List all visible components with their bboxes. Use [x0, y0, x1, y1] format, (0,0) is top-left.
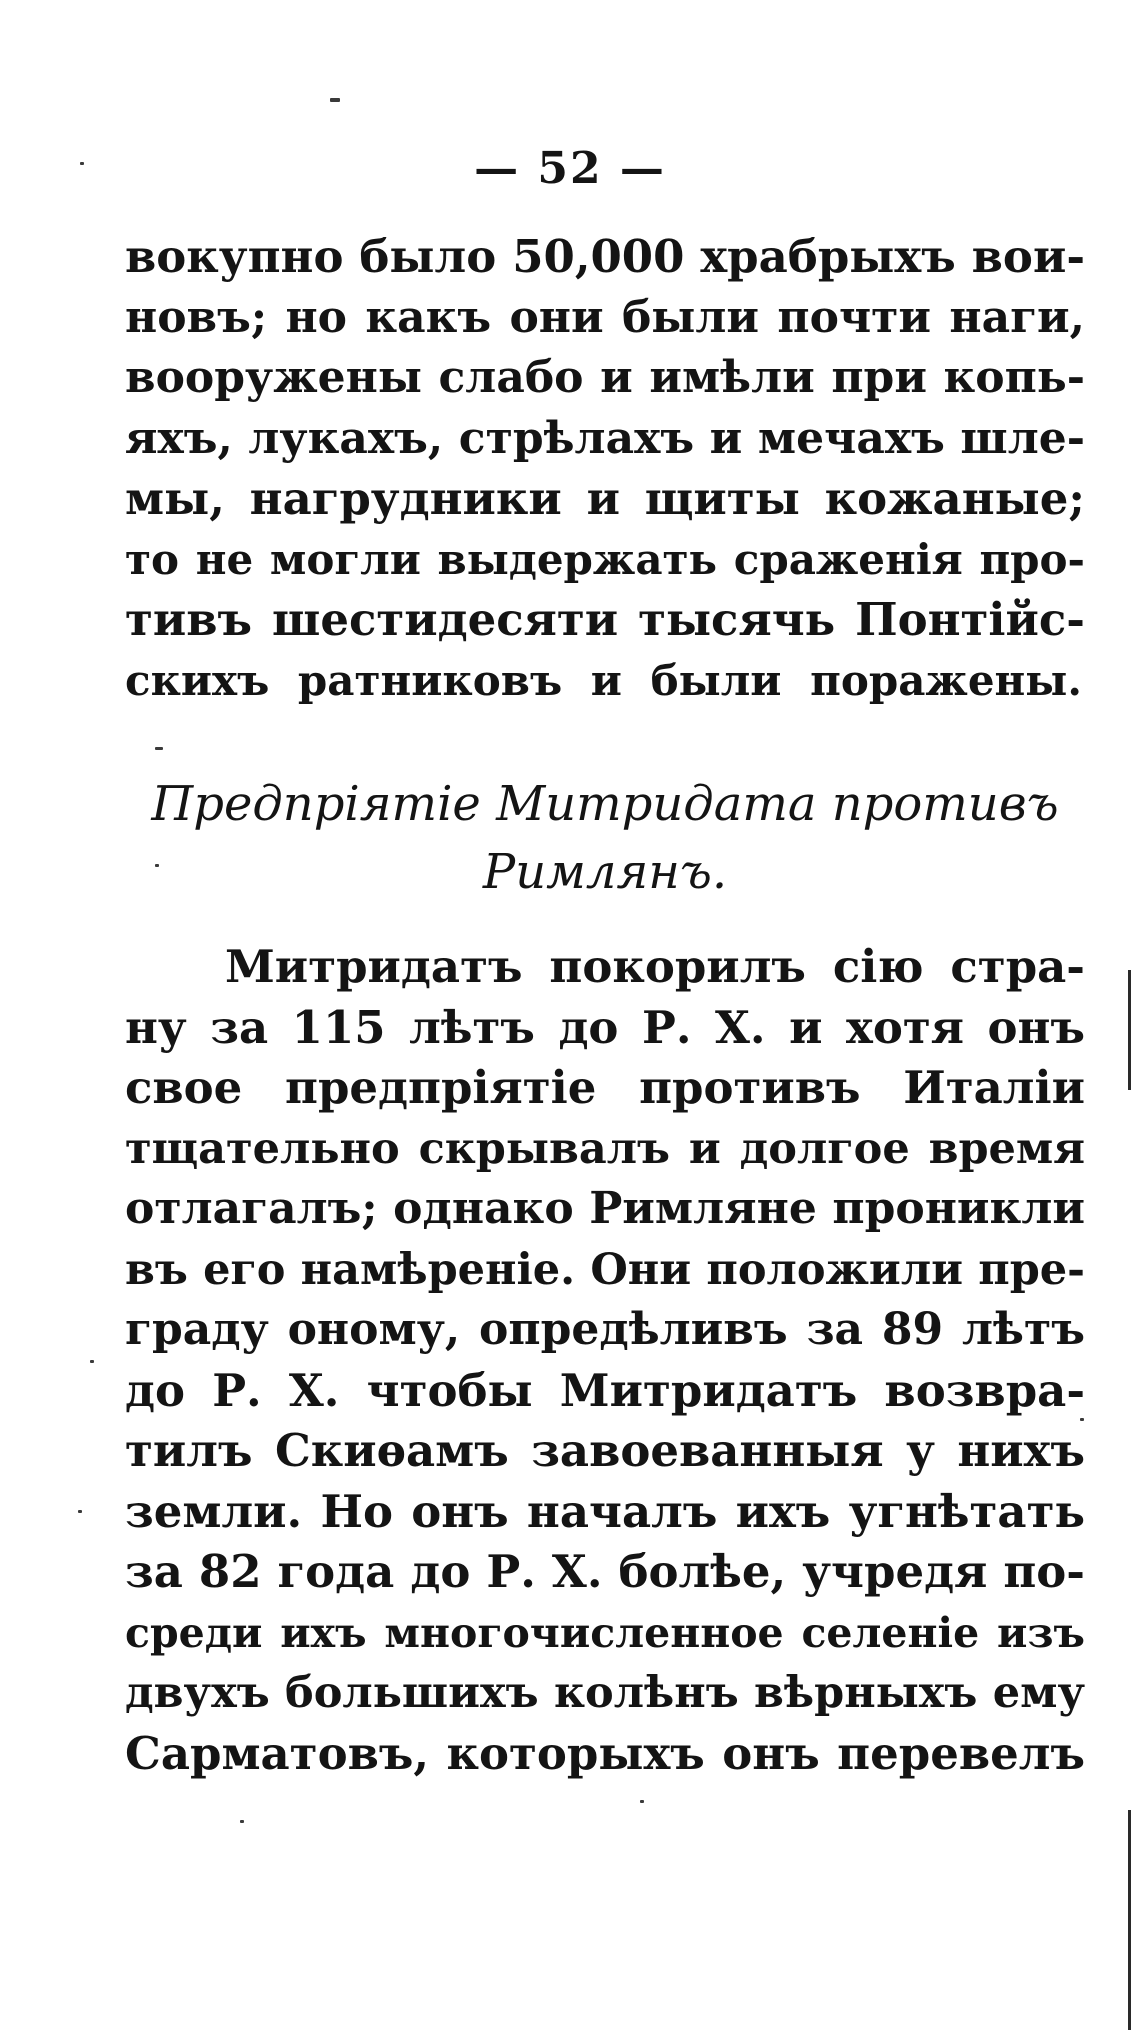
text-line: среди ихъ многочисленное селеніе изъ	[125, 1608, 1085, 1657]
page-number: — 52 —	[474, 143, 666, 194]
paragraph-2	[125, 937, 1085, 1784]
scan-speck	[330, 98, 340, 102]
heading-line: Римлянъ.	[482, 844, 728, 900]
text-line: Сарматовъ, которыхъ онъ перевелъ	[125, 1726, 1085, 1780]
scan-speck	[155, 864, 159, 867]
text-line: двухъ большихъ колѣнъ вѣрныхъ ему	[125, 1668, 1085, 1718]
text-line: вооружены слабо и имѣли при копь-	[125, 352, 1085, 403]
scan-speck	[640, 1800, 644, 1803]
scan-speck	[240, 1820, 244, 1823]
text-line: тивъ шестидесяти тысячь Понтійс-	[125, 593, 1085, 646]
section-heading	[125, 770, 1085, 906]
text-line: за 82 года до Р. Х. болѣе, учредя по-	[125, 1545, 1085, 1598]
text-line: мы, нагрудники и щиты кожаные;	[125, 472, 1085, 525]
text-line: граду оному, опредѣливъ за 89 лѣтъ	[125, 1304, 1085, 1355]
text-line: до Р. Х. чтобы Митридатъ возвра-	[125, 1363, 1085, 1417]
text-line: то не могли выдержать сраженія про-	[125, 534, 1085, 584]
text-line: свое предпріятіе противъ Италіи	[125, 1061, 1085, 1114]
text-line: яхъ, лукахъ, стрѣлахъ и мечахъ шле-	[125, 412, 1085, 464]
text-line: земли. Но онъ началъ ихъ угнѣтать	[125, 1484, 1085, 1538]
scan-speck	[80, 162, 84, 165]
heading-line: Предпріятіе Митридата противъ	[151, 776, 1059, 832]
text-line: ну за 115 лѣтъ до Р. Х. и хотя онъ	[125, 1000, 1085, 1054]
scan-speck	[78, 1510, 82, 1513]
text-line: тщательно скрывалъ и долгое время	[125, 1123, 1085, 1174]
text-line: тилъ Скиѳамъ завоеванныя у нихъ	[125, 1424, 1085, 1477]
text-line: вокупно было 50,000 храбрыхъ вои-	[125, 230, 1085, 283]
text-line: новъ; но какъ они были почти наги,	[125, 291, 1085, 343]
scan-speck	[90, 1360, 94, 1363]
scan-speck	[155, 747, 163, 750]
text-line: въ его намѣреніе. Они положили пре-	[125, 1244, 1085, 1295]
text-line: Митридатъ покорилъ сію стра-	[225, 940, 1085, 993]
scan-speck	[1080, 1418, 1084, 1421]
text-line: скихъ ратниковъ и были поражены.	[125, 655, 1083, 705]
binding-edge-mark	[1128, 1810, 1131, 2030]
binding-edge-mark	[1128, 970, 1131, 1090]
text-line: отлагалъ; однако Римляне проникли	[125, 1183, 1085, 1234]
paragraph-1	[125, 227, 1085, 711]
